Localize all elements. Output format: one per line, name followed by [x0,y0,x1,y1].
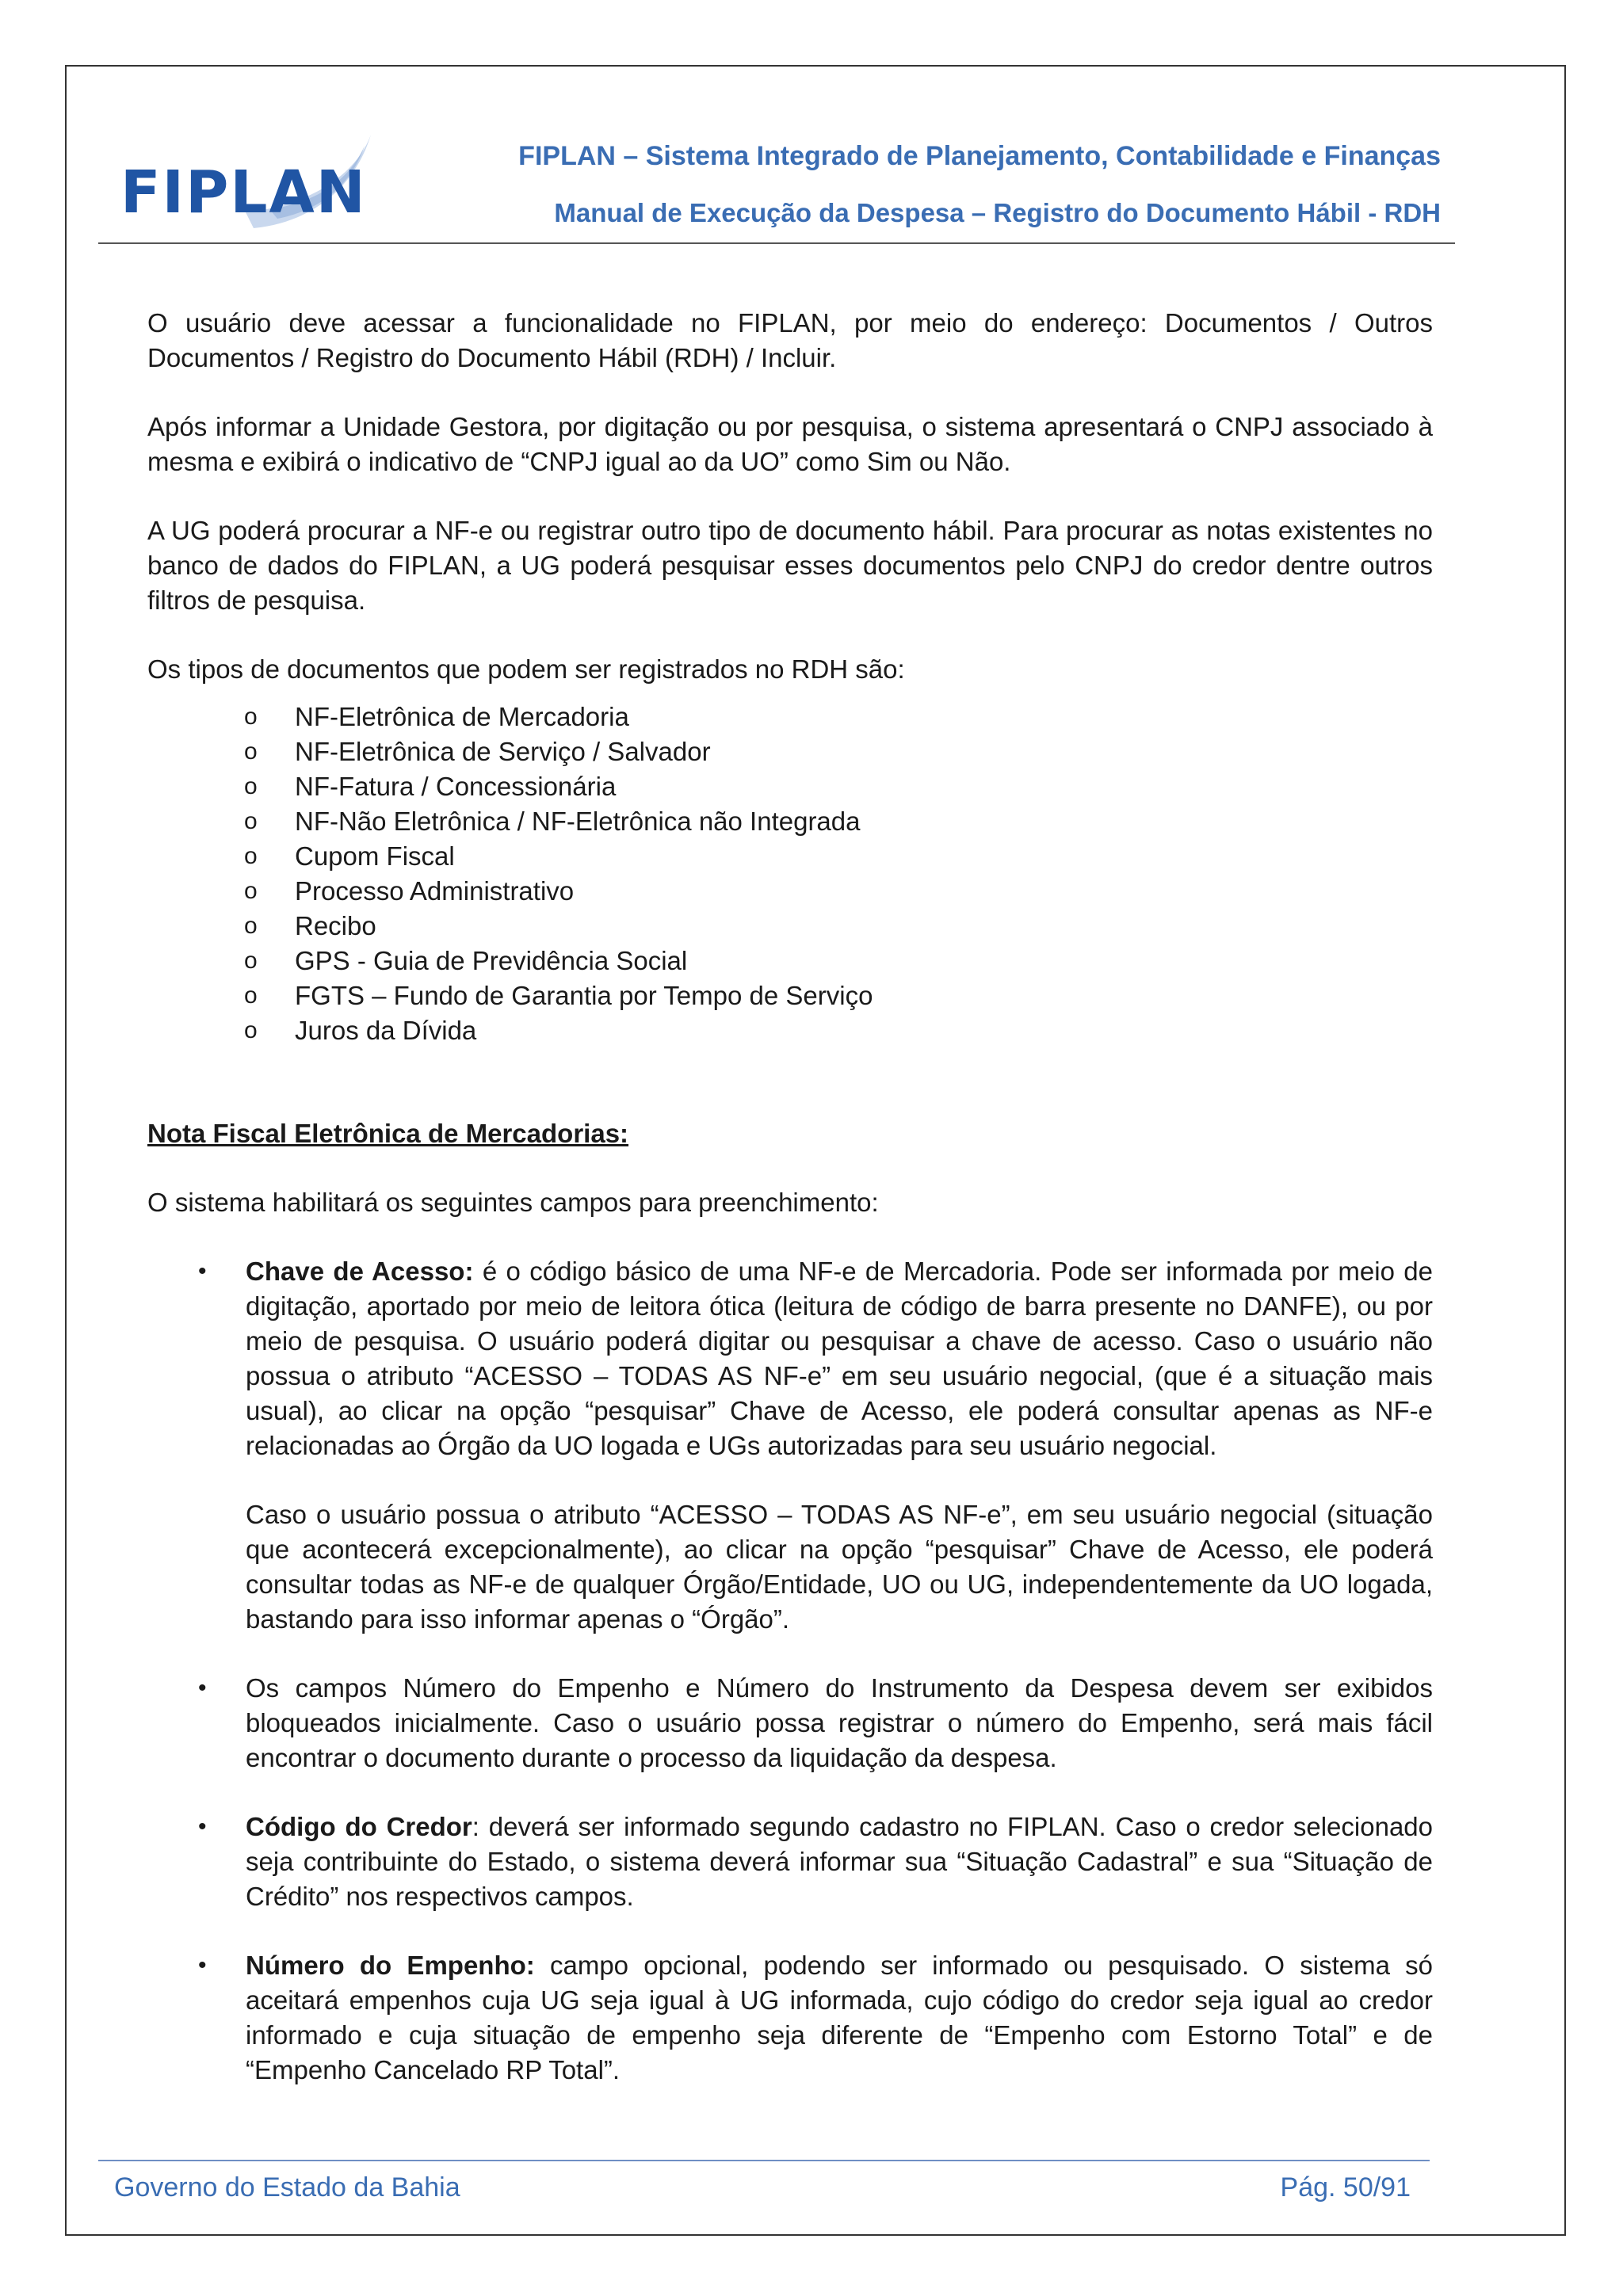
list-item: o NF-Fatura / Concessionária [147,769,1433,804]
list-item [147,1671,1433,1775]
field-description-extra: Caso o usuário possua o atributo “ACESSO – TODAS AS NF-e”, em seu usuário negocial (situação que acontecerá excepcionalmente), ao clicar na opção “pesquisar” Chave de Acesso, ele poderá consultar todas as NF-e de qualquer Órgão/Entidade, UO ou UG, independentemente da UO logada, bastando para isso informar apenas o “Órgão”. [246,1500,1433,1634]
field-description: campo opcional, podendo ser informado ou pesquisado. O sistema só aceitará empenhos cuja UG seja igual à UG informada, cujo código do credor seja igual ao credor informado e cuja situação de empenho seja diferente de “Empenho com Estorno Total” e de “Empenho Cancelado RP Total”. [246,1951,1434,2084]
bullet-icon: • [198,1258,207,1284]
intro-paragraph-2: Após informar a Unidade Gestora, por digitação ou por pesquisa, o sistema apresentará o CNPJ associado à mesma e exibirá o indicativo de “CNPJ igual ao da UO” como Sim ou Não. [147,412,1433,476]
list-item: o FGTS – Fundo de Garantia por Tempo de Serviço [147,978,1433,1013]
bullet-icon: • [198,1675,207,1701]
footer-organization: Governo do Estado da Bahia [114,2172,460,2203]
intro-paragraph-3: A UG poderá procurar a NF-e ou registrar outro tipo de documento hábil. Para procurar as notas existentes no banco de dados do FIPLAN, a UG poderá pesquisar esses documentos pelo CNPJ do credor dentre outros filtros de pesquisa. [147,516,1433,615]
section-intro: O sistema habilitará os seguintes campos para preenchimento: [147,1188,879,1217]
header-title: FIPLAN – Sistema Integrado de Planejamento, Contabilidade e Finanças [518,141,1441,171]
list-item: o Juros da Dívida [147,1013,1433,1048]
list-marker: o [244,808,258,834]
header-subtitle: Manual de Execução da Despesa – Registro do Documento Hábil - RDH [554,198,1441,227]
field-description: Os campos Número do Empenho e Número do Instrumento da Despesa devem ser exibidos bloqueados inicialmente. Caso o usuário possa registrar o número do Empenho, será mais fácil encontrar o documento durante o processo da liquidação da despesa. [246,1673,1433,1772]
list-marker: o [244,878,258,904]
list-item [147,1948,1433,2088]
header-divider [98,242,1455,244]
field-name: Chave de Acesso: [246,1257,474,1286]
intro-paragraph-1: O usuário deve acessar a funcionalidade no FIPLAN, por meio do endereço: Documentos / Outros Documentos / Registro do Documento Hábil (RDH) / Incluir. [147,308,1433,372]
bullet-icon: • [198,1814,207,1840]
page-number: Pág. 50/91 [1280,2172,1411,2203]
document-types-list [147,700,1433,1048]
fiplan-logo [119,127,388,246]
list-marker: o [244,982,258,1009]
list-marker: o [244,773,258,799]
field-description: : deverá ser informado segundo cadastro no FIPLAN. Caso o credor selecionado seja contribuinte do Estado, o sistema deverá informar sua “Situação Cadastral” e sua “Situação de Crédito” nos respectivos campos. [246,1812,1434,1911]
field-name: Código do Credor [246,1812,472,1841]
list-item: o NF-Eletrônica de Serviço / Salvador [147,734,1433,769]
document-body [147,306,1433,2122]
list-item: o Recibo [147,909,1433,944]
list-marker: o [244,843,258,869]
intro-paragraph-4: Os tipos de documentos que podem ser registrados no RDH são: [147,654,905,684]
list-marker: o [244,704,258,730]
list-item: o Processo Administrativo [147,874,1433,909]
list-item: o Cupom Fiscal [147,839,1433,874]
field-list [147,1254,1433,2088]
section-title: Nota Fiscal Eletrônica de Mercadorias: [147,1119,629,1148]
list-marker: o [244,738,258,765]
list-marker: o [244,948,258,974]
list-item: o NF-Eletrônica de Mercadoria [147,700,1433,734]
logo-wordmark: FIPLAN [120,158,367,227]
list-item: o NF-Não Eletrônica / NF-Eletrônica não Integrada [147,804,1433,839]
list-item: o GPS - Guia de Previdência Social [147,944,1433,978]
list-marker: o [244,1017,258,1043]
footer-divider [98,2160,1430,2161]
field-description: é o código básico de uma NF-e de Mercadoria. Pode ser informada por meio de digitação, aportado por meio de leitora ótica (leitura de código de barra presente no DANFE), ou por meio de pesquisa. O usuário poderá digitar ou pesquisar a chave de acesso. Caso o usuário não possua o atributo “ACESSO – TODAS AS NF-e” em seu usuário negocial, (que é a situação mais usual), ao clicar na opção “pesquisar” Chave de Acesso, ele poderá consultar apenas as NF-e relacionadas ao Órgão da UO logada e UGs autorizadas para seu usuário negocial. [246,1257,1433,1460]
list-marker: o [244,913,258,939]
field-name: Número do Empenho: [246,1951,535,1980]
list-item [147,1254,1433,1637]
bullet-icon: • [198,1952,207,1978]
list-item [147,1810,1433,1914]
